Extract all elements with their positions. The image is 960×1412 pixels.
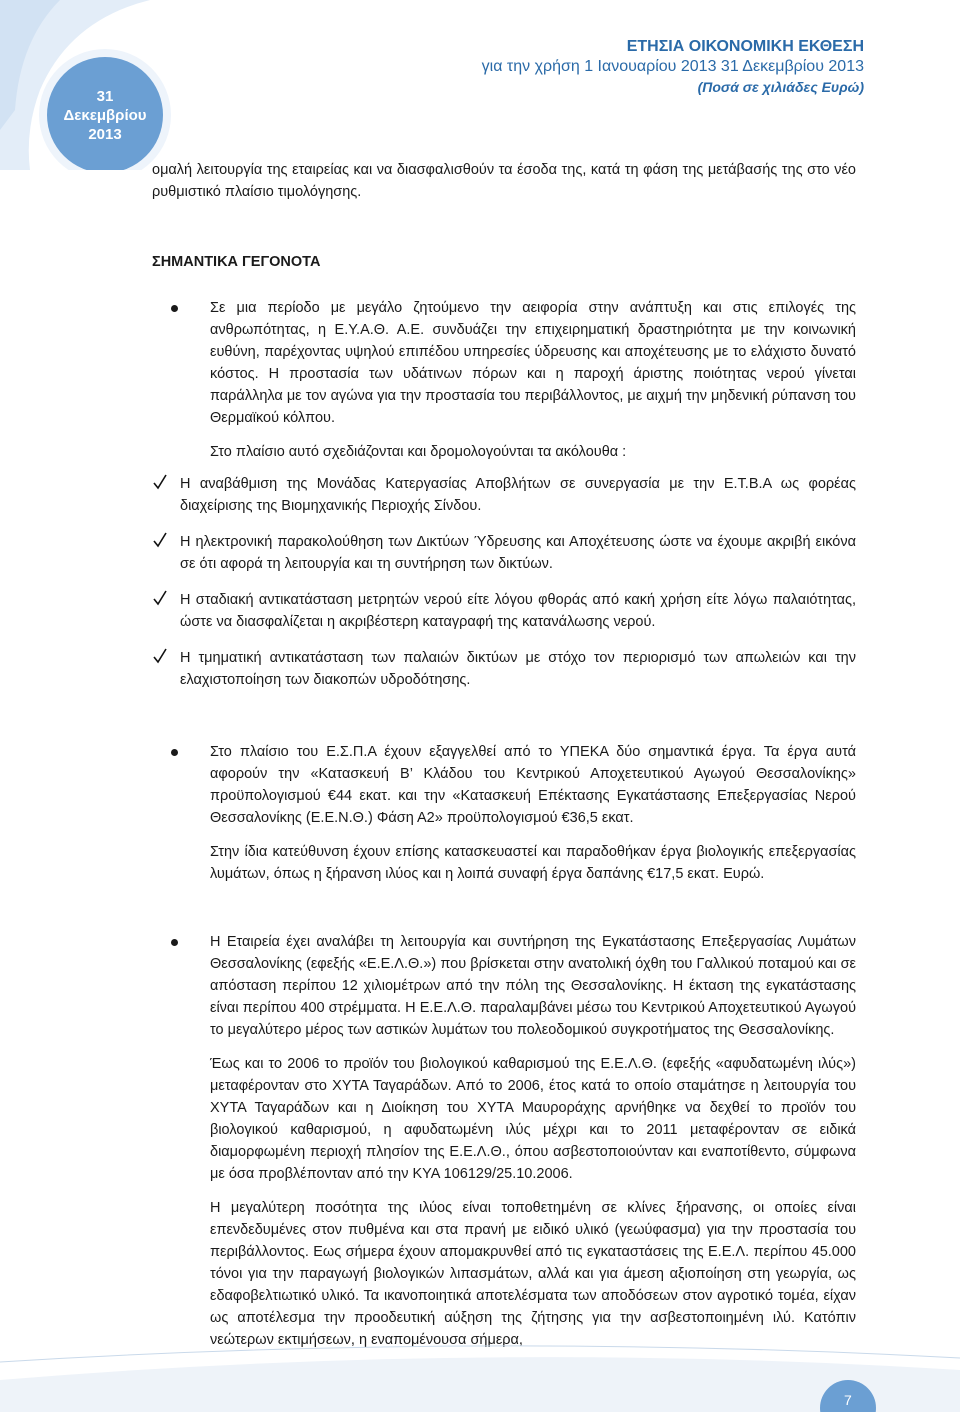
check-item-text: Η σταδιακή αντικατάσταση μετρητών νερού είτε λόγου φθοράς από κακή χρήση είτε λόγω παλαιότητας, ώστε να διασφαλίζεται η ακριβέστερη καταγραφή της κατανάλωσης νερού. (180, 592, 856, 630)
checkmark-icon (152, 473, 168, 491)
bullet-item-sustainability (152, 297, 856, 463)
section-heading: ΣΗΜΑΝΤΙΚΑ ΓΕΓΟΝΟΤΑ (152, 254, 321, 270)
check-item-text: Η ηλεκτρονική παρακολούθηση των Δικτύων Ύδρευσης και Αποχέτευσης ώστε να έχουμε ακριβή εικόνα σε ότι αφορά τη λειτουργία και τη συντήρηση των δικτύων. (180, 534, 856, 572)
bullet-paragraph: Η Εταιρεία έχει αναλάβει τη λειτουργία και συντήρηση της Εγκατάστασης Επεξεργασίας Λυμάτων Θεσσαλονίκης (εφεξής «Ε.Ε.Λ.Θ.») που βρίσκεται στην ανατολική όχθη του Γαλλικού ποταμού και σε απόσταση περίπου 12 χιλιομέτρων από την πόλη της Θεσσαλονίκης. Η έκταση της εγκατάστασης είναι περίπου 400 στρέμματα. Η Ε.Ε.Λ.Θ. παραλαμβάνει μέσω του Κεντρικού Αποχετευτικού Αγωγού το μεγαλύτερο μέρος των αστικών λυμάτων του πολεοδομικού συγκροτήματος της Θεσσαλονίκης. (210, 934, 856, 1038)
footer-decoration (0, 1340, 960, 1412)
check-item (180, 647, 856, 691)
bullet-followup: Η μεγαλύτερη ποσότητα της ιλύος είναι τοποθετημένη σε κλίνες ξήρανσης, οι οποίες είναι επενδεδυμένες στον πυθμένα και στα πρανή με ειδικό υλικό (γεωύφασμα) για την προστασία του περιβάλλοντος. Εως σήμερα έχουν απομακρυνθεί από τις εγκαταστάσεις της Ε.Ε.Λ. περίπου 45.000 τόνοι για την παραγωγή βιολογικών λιπασμάτων, αλλά και για άμεση αξιοποίηση στη γεωργία, ως εδαφοβελτιωτικό υλικό. Τα ικανοποιητικά αποτελέσματα των αποδόσεων στον αγροτικό τομέα, είχαν ως αποτέλεσμα την προοδευτική αύξηση της ζήτησης για την ασβεστοποιημένη ιλύ. Κατόπιν νεώτερων εκτιμήσεων, η εναπομένουσα σήμερα, (210, 1200, 856, 1348)
date-badge (47, 57, 163, 173)
checkmark-icon (152, 647, 168, 665)
document-body (152, 159, 856, 1351)
check-item-text: Η τμηματική αντικατάσταση των παλαιών δικτύων με στόχο τον περιορισμό των απωλειών και την ελαχιστοποίηση των διακοπών υδροδότησης. (180, 650, 856, 688)
bullet-item-wastewater-plant (152, 931, 856, 1351)
check-item (180, 589, 856, 633)
report-period: για την χρήση 1 Ιανουαρίου 2013 31 Δεκεμβρίου 2013 (481, 58, 864, 75)
date-badge-month: Δεκεμβρίου (63, 106, 147, 124)
page-number: 7 (844, 1392, 852, 1408)
bullet-icon (171, 749, 178, 756)
bullet-paragraph: Σε μια περίοδο με μεγάλο ζητούμενο την αειφορία στην ανάπτυξη και στις επιλογές της ανθρωπότητας, η Ε.Υ.Α.Θ. Α.Ε. συνδυάζει την επιχειρηματική δραστηριότητα με την κοινωνική ευθύνη, παρέχοντας υψηλού επιπέδου υπηρεσίες ύδρευσης και αποχέτευσης με το ελάχιστο δυνατό κόστος. Η προστασία των υδάτινων πόρων και η παροχή άριστης ποιότητας νερού γίνεται παράλληλα με τον αγώνα για την προστασία του περιβάλλοντος, με αιχμή την μηδενική ρύπανση του Θερμαϊκού κόλπου. (210, 300, 856, 426)
check-item-text: Η αναβάθμιση της Μονάδας Κατεργασίας Αποβλήτων σε συνεργασία με την Ε.Τ.Β.Α ως φορέας διαχείρισης της Βιομηχανικής Περιοχής Σίνδου. (180, 476, 856, 514)
check-item (180, 531, 856, 575)
report-units: (Ποσά σε χιλιάδες Ευρώ) (697, 79, 864, 95)
bullet-followup: Στο πλαίσιο αυτό σχεδιάζονται και δρομολογούνται τα ακόλουθα : (210, 444, 627, 460)
bullet-paragraph: Στο πλαίσιο του Ε.Σ.Π.Α έχουν εξαγγελθεί από το ΥΠΕΚΑ δύο σημαντικά έργα. Τα έργα αυτά αφορούν την «Κατασκευή Β’ Κλάδου του Κεντρικού Αποχετευτικού Αγωγού Θεσσαλονίκης» προϋπολογισμού €44 εκατ. και την «Κατασκευή Επέκτασης Εγκατάστασης Επεξεργασίας Νερού Θεσσαλονίκης (Ε.Ε.Ν.Θ.) Φάση Α2» προϋπολογισμού €36,5 εκατ. (210, 744, 856, 826)
date-badge-day: 31 (96, 87, 114, 105)
date-badge-year: 2013 (88, 125, 122, 143)
bullet-icon (171, 939, 178, 946)
bullet-followup: Έως και το 2006 το προϊόν του βιολογικού καθαρισμού της Ε.Ε.Λ.Θ. (εφεξής «αφυδατωμένη ιλύς») μεταφέρονταν στο ΧΥΤΑ Ταγαράδων. Από το 2006, έτος κατά το οποίο σταμάτησε η λειτουργία του ΧΥΤΑ Ταγαράδων και η Διοίκηση του ΧΥΤΑ Μαυροράχης αρνήθηκε να δεχθεί το προϊόν του βιολογικού καθαρισμού, η αφυδατωμένη ιλύς μέχρι και το 2011 μεταφέρονταν σε ειδικά διαμορφωμένη περιοχή πλησίον της Ε.Ε.Λ.Θ., όπου ασβεστοποιούνταν και εναποτίθεντο, σύμφωνα με όσα προβλέπονταν από την ΚΥΑ 106129/25.10.2006. (210, 1056, 856, 1182)
checkmark-icon (152, 589, 168, 607)
check-list (152, 473, 856, 691)
report-header (482, 37, 864, 97)
bullet-icon (171, 305, 178, 312)
intro-paragraph: ομαλή λειτουργία της εταιρείας και να διασφαλισθούν τα έσοδα της, κατά τη φάση της μετάβασής της στο νέο ρυθμιστικό πλαίσιο τιμολόγησης. (152, 162, 856, 200)
report-title: ΕΤΗΣΙΑ ΟΙΚΟΝΟΜΙΚΗ ΕΚΘΕΣΗ (626, 38, 864, 55)
check-item (180, 473, 856, 517)
bullet-item-espa-projects (152, 741, 856, 885)
bullet-followup: Στην ίδια κατεύθυνση έχουν επίσης κατασκευαστεί και παραδοθήκαν έργα βιολογικής επεξεργασίας λυμάτων, όπως η ξήρανση ιλύος και η λοιπά συναφή έργα δαπάνης €17,5 εκατ. Ευρώ. (210, 844, 856, 882)
checkmark-icon (152, 531, 168, 549)
